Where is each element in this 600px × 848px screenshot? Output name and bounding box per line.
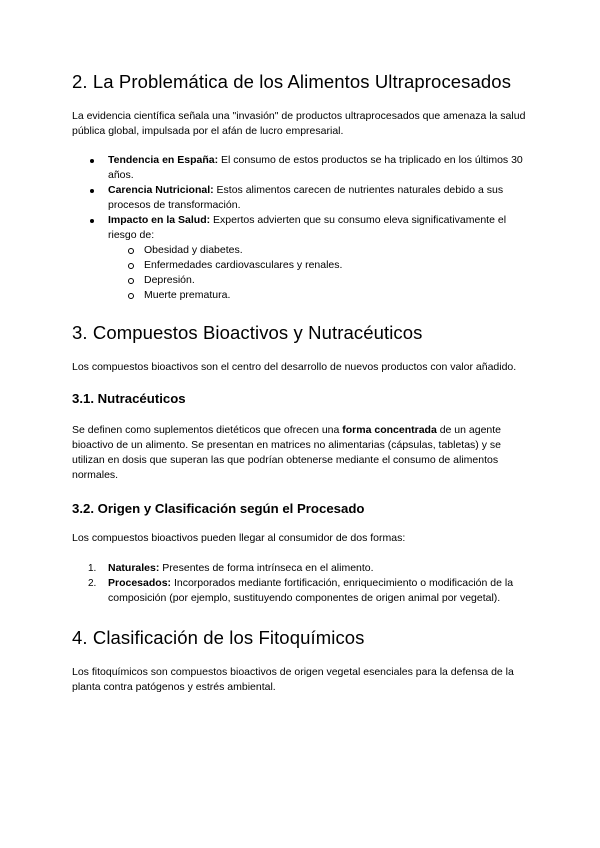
section-intro-fitoquimicos: Los fitoquímicos son compuestos bioactivos de origen vegetal esenciales para la defensa de la planta contra patógenos y estrés ambiental. bbox=[72, 666, 514, 693]
sublist-item bbox=[72, 273, 528, 288]
list-item-label: Naturales: bbox=[108, 562, 160, 574]
numbered-list-origen bbox=[72, 561, 528, 606]
hollow-bullet-icon bbox=[128, 263, 134, 269]
numbered-list-item bbox=[72, 576, 528, 606]
hollow-bullet-icon bbox=[128, 248, 134, 254]
list-item bbox=[72, 213, 528, 243]
sublist-item bbox=[72, 258, 528, 273]
hollow-bullet-icon bbox=[128, 293, 134, 299]
list-item-text: Estos alimentos carecen de nutrientes naturales debido a sus procesos de transformación. bbox=[108, 184, 504, 211]
section-intro-ultraprocesados: La evidencia científica señala una "invasión" de productos ultraprocesados que amenaza la salud pública global, impulsada por el afán de lucro empresarial. bbox=[72, 110, 526, 137]
paragraph-origen: Los compuestos bioactivos pueden llegar al consumidor de dos formas: bbox=[72, 532, 406, 544]
paragraph-text: Se definen como suplementos dietéticos que ofrecen una bbox=[72, 424, 343, 436]
list-item-text: Expertos advierten que su consumo eleva significativamente el riesgo de: bbox=[108, 214, 507, 241]
list-item-text: El consumo de estos productos se ha triplicado en los últimos 30 años. bbox=[108, 154, 523, 181]
bullet-icon bbox=[90, 189, 94, 193]
sublist-item-text: Depresión. bbox=[144, 274, 195, 286]
list-item bbox=[72, 153, 528, 183]
list-item-label: Impacto en la Salud: bbox=[108, 214, 211, 226]
section-heading-fitoquimicos: 4. Clasificación de los Fitoquímicos bbox=[72, 627, 365, 648]
list-number: 2. bbox=[88, 578, 97, 589]
bullet-icon bbox=[90, 159, 94, 163]
sublist-item-text: Muerte prematura. bbox=[144, 289, 231, 301]
sublist-item-text: Enfermedades cardiovasculares y renales. bbox=[144, 259, 343, 271]
list-item-text: Incorporados mediante fortificación, enriquecimiento o modificación de la composición (por ejemplo, sustituyendo componentes de origen animal por vegetal). bbox=[108, 577, 514, 604]
subsection-heading-origen: 3.2. Origen y Clasificación según el Procesado bbox=[72, 501, 365, 516]
list-item-label: Tendencia en España: bbox=[108, 154, 219, 166]
subsection-heading-nutraceuticos: 3.1. Nutracéuticos bbox=[72, 391, 186, 406]
risk-sublist bbox=[72, 243, 528, 303]
section-heading-bioactivos: 3. Compuestos Bioactivos y Nutracéuticos bbox=[72, 322, 423, 343]
paragraph-text: de un agente bioactivo de un alimento. Se presentan en matrices no alimentarias (cápsulas, tabletas) y se utilizan en dosis que superan las que podrían obtenerse mediante el consumo de alimentos normales. bbox=[72, 424, 502, 481]
paragraph-bold-text: forma concentrada bbox=[342, 424, 437, 436]
list-item bbox=[72, 183, 528, 213]
list-item-text: Presentes de forma intrínseca en el alimento. bbox=[159, 562, 374, 574]
list-item-label: Procesados: bbox=[108, 577, 172, 589]
bullet-list-ultraprocesados bbox=[72, 153, 528, 303]
bullet-icon bbox=[90, 219, 94, 223]
hollow-bullet-icon bbox=[128, 278, 134, 284]
sublist-item bbox=[72, 288, 528, 303]
list-number: 1. bbox=[88, 563, 97, 574]
section-intro-bioactivos: Los compuestos bioactivos son el centro del desarrollo de nuevos productos con valor añadido. bbox=[72, 361, 517, 373]
numbered-list-item bbox=[72, 561, 528, 576]
sublist-item bbox=[72, 243, 528, 258]
section-heading-ultraprocesados: 2. La Problemática de los Alimentos Ultraprocesados bbox=[72, 71, 512, 92]
paragraph-nutraceuticos bbox=[72, 423, 528, 483]
sublist-item-text: Obesidad y diabetes. bbox=[144, 244, 243, 256]
list-item-label: Carencia Nutricional: bbox=[108, 184, 214, 196]
